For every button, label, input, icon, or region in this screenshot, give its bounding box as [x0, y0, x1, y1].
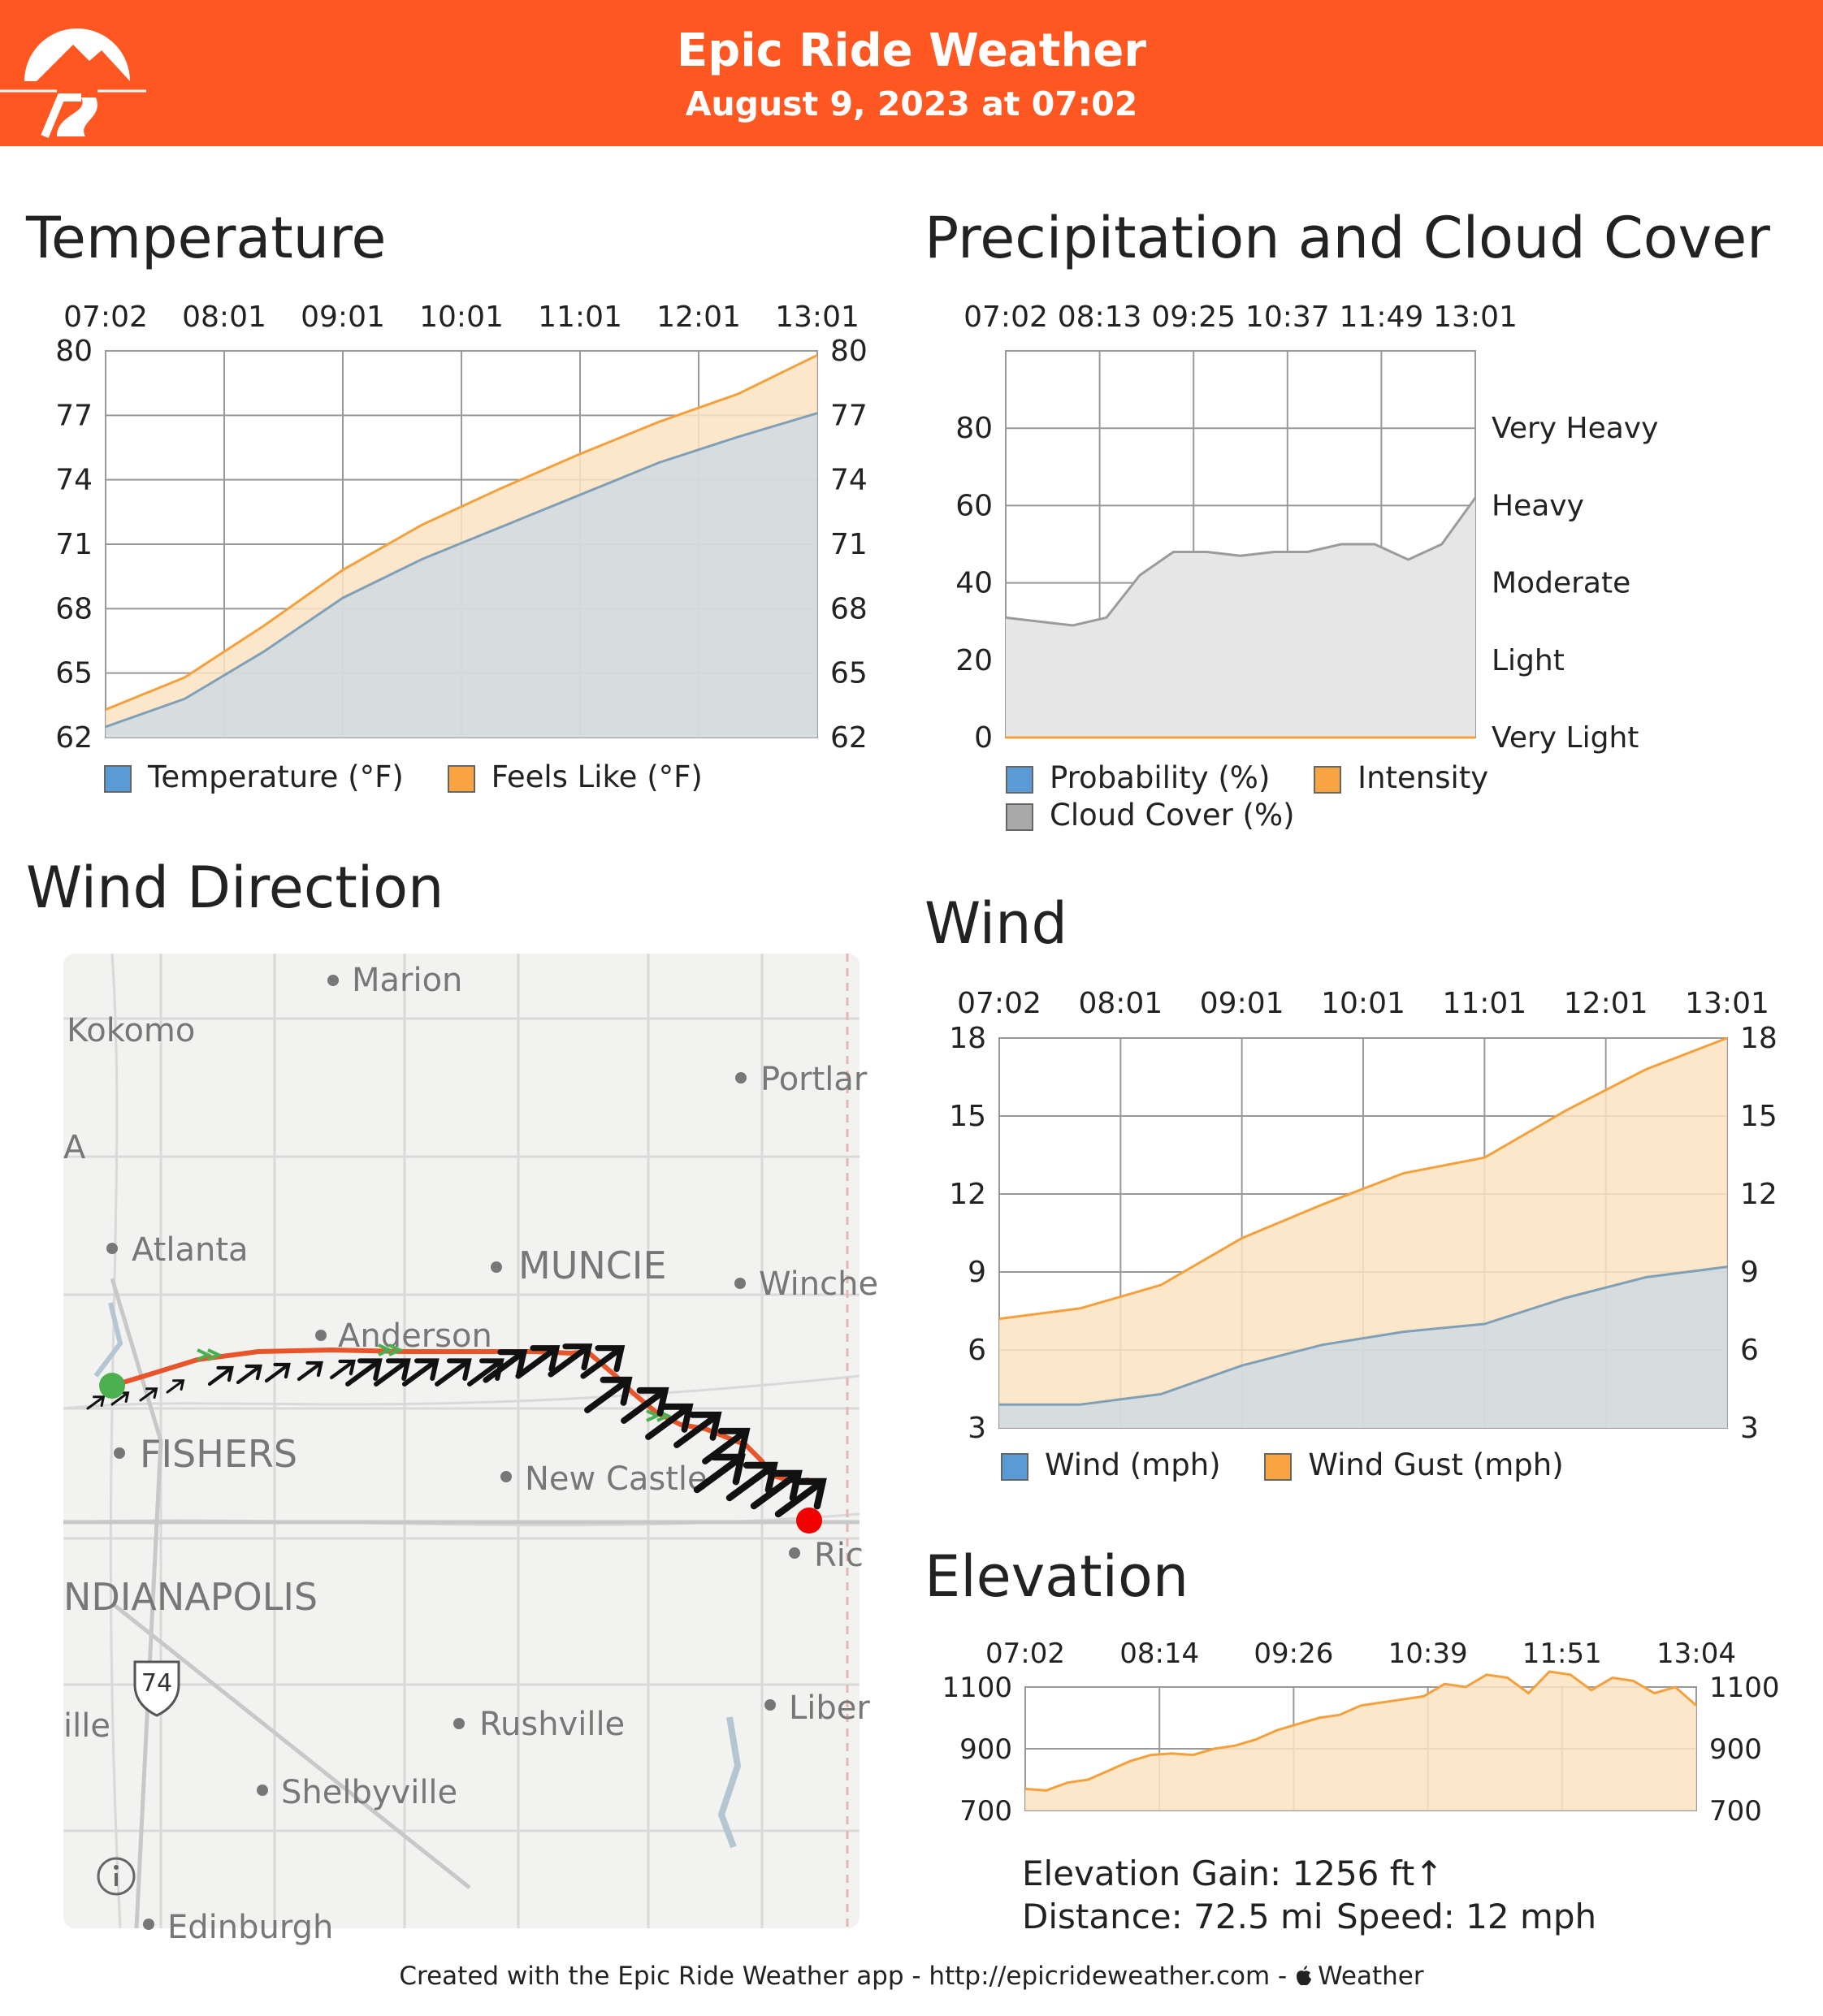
wind-arrow: [299, 1363, 321, 1379]
wind-direction-map[interactable]: [63, 954, 879, 1946]
wind-direction-title: Wind Direction: [26, 854, 444, 921]
map-label-new-castle: New Castle: [525, 1460, 708, 1498]
y-tick-label: 9: [968, 1256, 986, 1289]
map-label-kokomo: Kokomo: [67, 1012, 196, 1049]
x-tick-label: 12:01: [656, 301, 741, 334]
y-tick-label: 62: [55, 721, 93, 755]
y-tick-label: 65: [55, 656, 93, 690]
x-tick-label: 11:01: [1442, 987, 1527, 1020]
wind-arrow: [167, 1381, 184, 1392]
intensity-label: Light: [1492, 643, 1565, 677]
svg-text:74: 74: [141, 1669, 173, 1698]
x-tick-label: 12:01: [1563, 987, 1648, 1020]
wind-arrow: [210, 1368, 232, 1384]
app-header: [0, 0, 1823, 146]
map-label-rushville: Rushville: [479, 1706, 626, 1743]
x-tick-label: 13:01: [1685, 987, 1769, 1020]
y-tick-label: 6: [968, 1334, 986, 1367]
wind-arrow: [238, 1366, 260, 1382]
wind-arrow: [437, 1361, 469, 1384]
x-tick-label: 11:51: [1522, 1637, 1602, 1670]
y-tick-label-right: 9: [1740, 1256, 1759, 1289]
y-tick-label-right: 68: [830, 592, 868, 626]
app-title: Epic Ride Weather: [677, 24, 1146, 77]
y-tick-label-right: 900: [1709, 1733, 1762, 1766]
y-tick-label-right: 3: [1740, 1412, 1759, 1445]
precipitation-chart: [910, 292, 1823, 755]
x-tick-label: 13:01: [1433, 301, 1518, 334]
elevation-gain: Elevation Gain: 1256 ft↑: [1022, 1854, 1444, 1893]
svg-text:A: A: [63, 1129, 86, 1166]
map-label-winchester: Winche: [759, 1265, 879, 1303]
y-tick-label: 60: [955, 489, 993, 523]
y-tick-label: 71: [55, 528, 93, 561]
map-label-atlanta: Atlanta: [132, 1231, 249, 1269]
map-label-indianapolis: NDIANAPOLIS: [63, 1575, 318, 1619]
legend-probability: Probability (%): [1006, 759, 1270, 797]
map-label-muncie: MUNCIE: [518, 1244, 667, 1287]
ride-speed: Speed: 12 mph: [1336, 1897, 1597, 1936]
elevation-chart: [910, 1629, 1823, 1848]
y-tick-label: 68: [55, 592, 93, 626]
x-tick-label: 08:01: [1078, 987, 1163, 1020]
intensity-label: Very Light: [1492, 721, 1639, 755]
y-tick-label: 80: [955, 412, 993, 446]
wind-title: Wind: [924, 890, 1067, 957]
x-tick-label: 10:01: [1321, 987, 1405, 1020]
temperature-legend: [104, 759, 737, 794]
x-tick-label: 07:02: [957, 987, 1041, 1020]
y-tick-label: 20: [955, 643, 993, 677]
y-tick-label-right: 77: [830, 399, 868, 433]
y-tick-label: 18: [949, 1022, 986, 1055]
route-end-marker: [796, 1508, 822, 1534]
intensity-label: Heavy: [1492, 489, 1584, 523]
x-tick-label: 07:02: [63, 301, 148, 334]
legend-wind-gust: Wind Gust (mph): [1264, 1447, 1563, 1482]
intensity-label: Very Heavy: [1492, 412, 1659, 446]
map-canvas: [63, 954, 879, 1946]
report-timestamp: August 9, 2023 at 07:02: [685, 84, 1138, 123]
svg-text:ille: ille: [63, 1707, 110, 1745]
y-tick-label: 700: [959, 1795, 1012, 1828]
map-label-richmond: Ric: [814, 1537, 864, 1574]
wind-legend: [1001, 1447, 1598, 1482]
x-tick-label: 09:01: [301, 301, 385, 334]
map-label-fishers: FISHERS: [140, 1432, 298, 1476]
wind-arrow: [266, 1365, 288, 1381]
x-tick-label: 09:26: [1254, 1637, 1334, 1670]
ride-distance: Distance: 72.5 mi: [1022, 1897, 1323, 1936]
wind-chart: [910, 979, 1823, 1446]
map-label-anderson: Anderson: [338, 1317, 492, 1355]
legend-wind: Wind (mph): [1001, 1447, 1221, 1482]
x-tick-label: 07:02: [963, 301, 1048, 334]
x-tick-label: 11:01: [538, 301, 622, 334]
wind-arrow: [331, 1361, 353, 1378]
legend-cloud-cover: Cloud Cover (%): [1006, 797, 1295, 834]
wind-arrow: [587, 1380, 629, 1410]
map-label-liberty: Liber: [789, 1689, 870, 1727]
x-tick-label: 08:01: [182, 301, 266, 334]
y-tick-label: 74: [55, 463, 93, 497]
footer: [0, 1962, 1823, 1991]
x-tick-label: 08:14: [1119, 1637, 1200, 1670]
map-label-marion: Marion: [352, 962, 463, 999]
map-label-shelbyville: Shelbyville: [281, 1774, 458, 1811]
route-start-marker: [99, 1373, 125, 1399]
y-tick-label-right: 1100: [1709, 1672, 1780, 1704]
y-tick-label-right: 74: [830, 463, 868, 497]
footer-text: Created with the Epic Ride Weather app - http://epicrideweather.com -: [399, 1962, 1296, 1991]
y-tick-label-right: 62: [830, 721, 868, 755]
legend-temperature: Temperature (°F): [104, 759, 404, 794]
y-tick-label-right: 700: [1709, 1795, 1762, 1828]
footer-weather: Weather: [1318, 1962, 1424, 1991]
y-tick-label-right: 15: [1740, 1100, 1778, 1133]
y-tick-label: 40: [955, 566, 993, 600]
y-tick-label: 80: [55, 335, 93, 368]
x-tick-label: 09:25: [1151, 301, 1236, 334]
legend-feels-like: Feels Like (°F): [448, 759, 703, 794]
map-label-edinburgh: Edinburgh: [167, 1909, 334, 1946]
x-tick-label: 11:49: [1339, 301, 1424, 334]
interstate-74-shield: [135, 1662, 179, 1715]
precipitation-legend: [1006, 759, 1522, 834]
precipitation-title: Precipitation and Cloud Cover: [924, 205, 1770, 271]
y-tick-label: 1100: [942, 1672, 1012, 1704]
y-tick-label: 15: [949, 1100, 986, 1133]
x-tick-label: 13:04: [1656, 1637, 1736, 1670]
elevation-title: Elevation: [924, 1543, 1189, 1610]
y-tick-label-right: 65: [830, 656, 868, 690]
x-tick-label: 07:02: [985, 1637, 1065, 1670]
y-tick-label: 0: [974, 721, 993, 755]
apple-icon: [1295, 1966, 1313, 1987]
y-tick-label-right: 6: [1740, 1334, 1759, 1367]
x-tick-label: 10:01: [419, 301, 504, 334]
y-tick-label-right: 18: [1740, 1022, 1778, 1055]
y-tick-label: 900: [959, 1733, 1012, 1766]
y-tick-label: 12: [949, 1178, 986, 1211]
legend-intensity: Intensity: [1314, 759, 1488, 797]
x-tick-label: 13:01: [775, 301, 860, 334]
map-label-portland: Portlar: [760, 1061, 868, 1098]
intensity-label: Moderate: [1492, 566, 1631, 600]
y-tick-label: 3: [968, 1412, 986, 1445]
y-tick-label: 77: [55, 399, 93, 433]
x-tick-label: 08:13: [1057, 301, 1142, 334]
temperature-chart: [0, 292, 902, 755]
wind-arrows: [88, 1347, 823, 1514]
x-tick-label: 10:37: [1245, 301, 1330, 334]
y-tick-label-right: 80: [830, 335, 868, 368]
y-tick-label-right: 71: [830, 528, 868, 561]
x-tick-label: 09:01: [1199, 987, 1284, 1020]
x-tick-label: 10:39: [1388, 1637, 1468, 1670]
y-tick-label-right: 12: [1740, 1178, 1778, 1211]
temperature-title: Temperature: [26, 205, 387, 271]
